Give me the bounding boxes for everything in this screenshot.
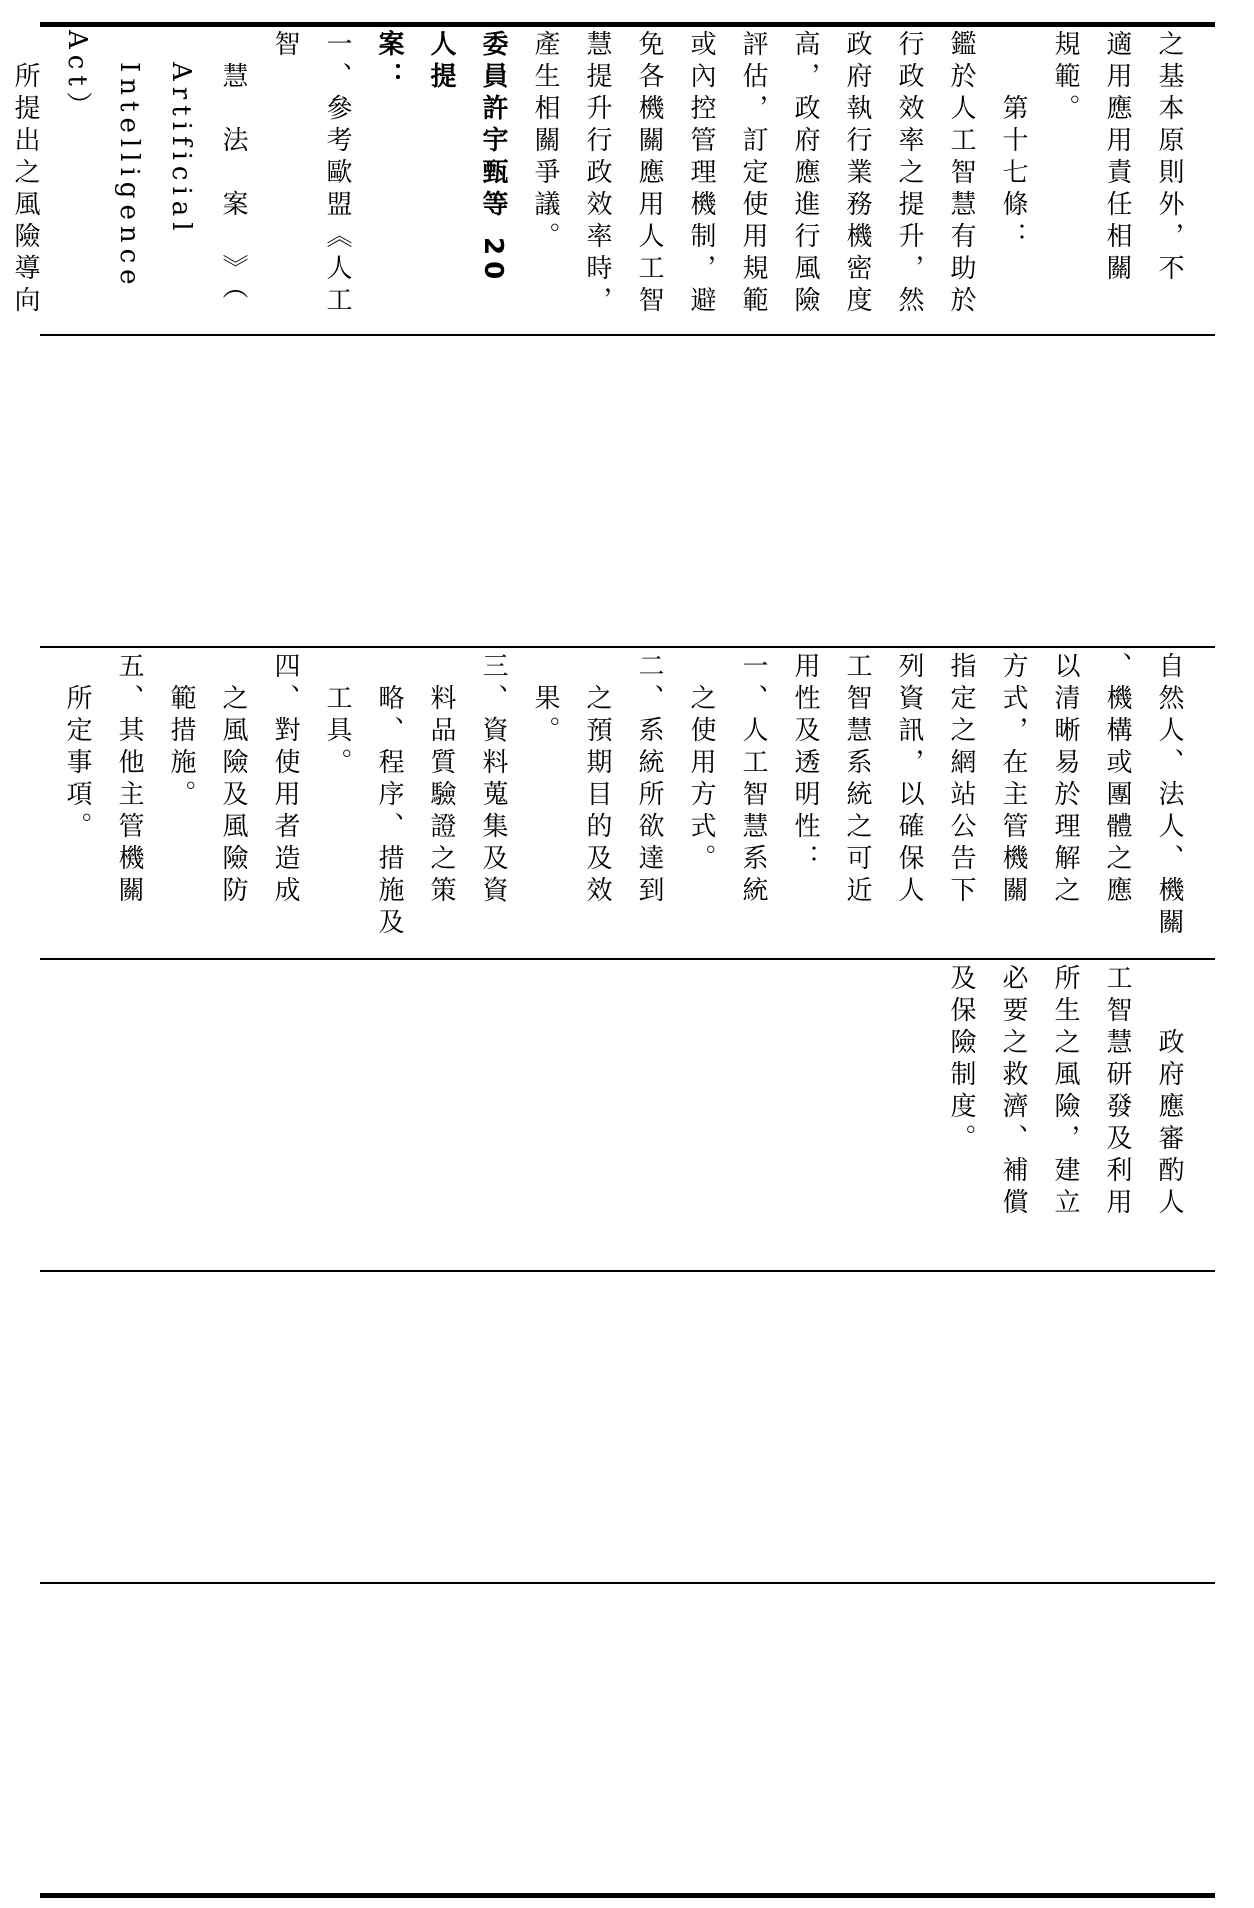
text-line: Intelligence Act） bbox=[62, 30, 144, 305]
text-line: 慧 法 案 》（ bbox=[218, 30, 248, 305]
text-line: 必要之救濟、補償 bbox=[998, 964, 1028, 1220]
text-line: 委員許宇甄等 20 人提 bbox=[426, 30, 508, 301]
row-4-text bbox=[935, 964, 1195, 1264]
row-divider bbox=[40, 334, 1215, 336]
text-line: 範措施。 bbox=[166, 652, 196, 812]
text-line: 所提出之風險導向 bbox=[10, 30, 40, 318]
text-line: 及保險制度。 bbox=[946, 964, 976, 1156]
text-line: 料品質驗證之策 bbox=[426, 652, 456, 908]
text-line: 政府應審酌人 bbox=[1154, 964, 1184, 1220]
text-line: 產生相關爭議。 bbox=[530, 30, 560, 254]
text-line: 所生之風險，建立 bbox=[1050, 964, 1080, 1220]
text-line: 鑑於人工智慧有助於 bbox=[946, 30, 976, 318]
text-line: 適用應用責任相關 bbox=[1102, 30, 1132, 286]
text-line: 方式，在主管機關 bbox=[998, 652, 1028, 908]
text-line: 一、人工智慧系統 bbox=[738, 652, 768, 908]
text-line: 工智慧系統之可近 bbox=[842, 652, 872, 908]
text-line: 工智慧研發及利用 bbox=[1102, 964, 1132, 1220]
row-divider bbox=[40, 958, 1215, 960]
row-1-text bbox=[0, 30, 1195, 330]
table-bottom-border bbox=[40, 1893, 1215, 1898]
text-line: 政府執行業務機密度 bbox=[842, 30, 872, 318]
text-line: 評估，訂定使用規範 bbox=[738, 30, 768, 318]
text-line: 四、對使用者造成 bbox=[270, 652, 300, 908]
text-line: 指定之網站公告下 bbox=[946, 652, 976, 908]
text-line: 自然人、法人、機關 bbox=[1154, 652, 1184, 940]
text-line: 果。 bbox=[530, 652, 560, 748]
text-line: 以清晰易於理解之 bbox=[1050, 652, 1080, 908]
row-divider bbox=[40, 1270, 1215, 1272]
text-line: 之風險及風險防 bbox=[218, 652, 248, 908]
table-row-1 bbox=[10, 30, 1215, 330]
text-line: 所定事項。 bbox=[62, 652, 92, 844]
text-line: 免各機關應用人工智 bbox=[634, 30, 664, 318]
table-row-4 bbox=[40, 964, 1215, 1264]
row-3-text bbox=[51, 652, 1195, 956]
row-divider bbox=[40, 646, 1215, 648]
text-line: 列資訊，以確保人 bbox=[894, 652, 924, 908]
text-line: 用性及透明性： bbox=[790, 652, 820, 876]
text-line: 五、其他主管機關 bbox=[114, 652, 144, 908]
text-line: 第十七條： bbox=[998, 30, 1028, 254]
table-row-3 bbox=[40, 652, 1215, 956]
text-line: 規範。 bbox=[1050, 30, 1080, 126]
text-line: 二、系統所欲達到 bbox=[634, 652, 664, 908]
row-divider bbox=[40, 1582, 1215, 1584]
text-line: 一、參考歐盟《人工智 bbox=[270, 30, 352, 318]
text-line: 工具。 bbox=[322, 652, 352, 780]
table-row-6 bbox=[40, 1588, 1215, 1890]
text-line: 或內控管理機制，避 bbox=[686, 30, 716, 318]
text-line: 三、資料蒐集及資 bbox=[478, 652, 508, 908]
table-row-2 bbox=[40, 338, 1215, 646]
text-line: 之預期目的及效 bbox=[582, 652, 612, 908]
text-line: 之基本原則外，不 bbox=[1154, 30, 1184, 286]
text-line: 案： bbox=[374, 30, 404, 94]
text-line: 之使用方式。 bbox=[686, 652, 716, 876]
text-line: 行政效率之提升，然 bbox=[894, 30, 924, 318]
table-top-border bbox=[40, 22, 1215, 27]
text-line: 慧提升行政效率時， bbox=[582, 30, 612, 318]
table-row-5 bbox=[40, 1276, 1215, 1578]
text-line: 略、程序、措施及 bbox=[374, 652, 404, 940]
text-line: 高，政府應進行風險 bbox=[790, 30, 820, 318]
text-line: 、機構或團體之應 bbox=[1102, 652, 1132, 908]
text-line: Artificial bbox=[166, 30, 196, 237]
